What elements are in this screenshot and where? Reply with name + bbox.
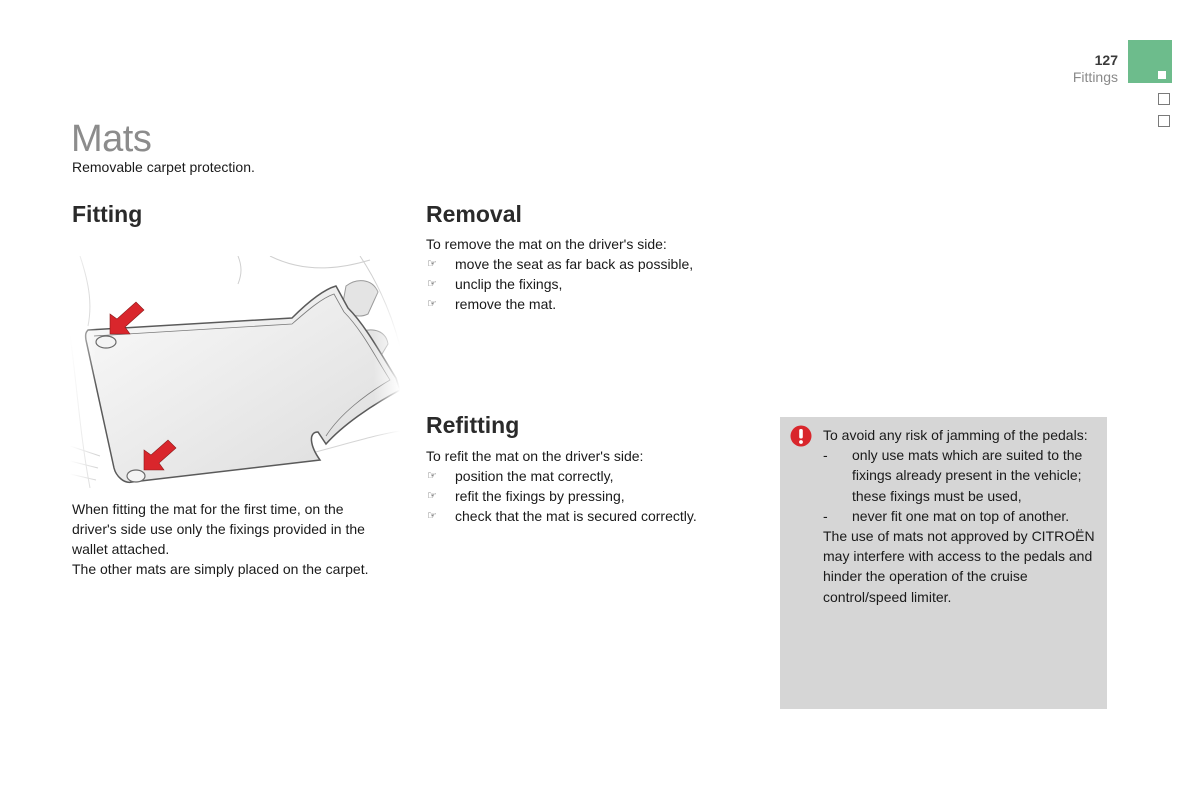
list-item: ☞ check that the mat is secured correctly. (427, 508, 697, 524)
pointing-hand-icon: ☞ (427, 510, 437, 522)
page-subtitle: Removable carpet protection. (72, 159, 255, 175)
refitting-heading: Refitting (426, 412, 520, 438)
fitting-line: The other mats are simply placed on the carpet. (72, 561, 369, 577)
refitting-intro: To refit the mat on the driver's side: (426, 448, 644, 464)
page-number: 127 (1094, 52, 1118, 68)
list-item: - only use mats which are suited to the fixings already present in the vehicle; these fixings must be used, (823, 445, 1098, 506)
warning-text (823, 425, 1098, 607)
list-item: ☞ position the mat correctly, (427, 468, 614, 484)
pointing-hand-icon: ☞ (427, 258, 437, 270)
refitting-text (426, 446, 756, 526)
fitting-line: When fitting the mat for the first time, on the (72, 501, 344, 517)
warning-outro: The use of mats not approved by CITROËN may interfere with access to the pedals and hinder the operation of the cruise control/speed limiter. (823, 528, 1095, 605)
fitting-text (72, 499, 407, 579)
list-item: ☞ remove the mat. (427, 296, 557, 312)
mat-illustration (70, 256, 400, 488)
fitting-line: wallet attached. (72, 541, 170, 557)
tab-marker-empty-1 (1158, 93, 1170, 105)
pointing-hand-icon: ☞ (427, 470, 437, 482)
section-name: Fittings (1072, 69, 1118, 85)
pointing-hand-icon: ☞ (427, 490, 437, 502)
list-item: ☞ refit the fixings by pressing, (427, 488, 625, 504)
list-item: ☞ move the seat as far back as possible, (427, 256, 694, 272)
active-tab-square (1158, 71, 1166, 79)
list-item: - never fit one mat on top of another. (823, 506, 1098, 526)
removal-text (426, 234, 756, 314)
dash-bullet: - (823, 447, 828, 464)
warning-intro: To avoid any risk of jamming of the pedals: (823, 427, 1088, 443)
dash-bullet: - (823, 507, 828, 524)
removal-heading: Removal (426, 201, 522, 227)
section-tab-marker (1128, 40, 1172, 83)
fitting-line: driver's side use only the fixings provided in the (72, 521, 365, 537)
removal-intro: To remove the mat on the driver's side: (426, 236, 667, 252)
fitting-heading: Fitting (72, 201, 143, 227)
pointing-hand-icon: ☞ (427, 278, 437, 290)
page-title: Mats (71, 118, 152, 160)
list-item: ☞ unclip the fixings, (427, 276, 563, 292)
exclamation-icon (790, 425, 812, 447)
pointing-hand-icon: ☞ (427, 298, 437, 310)
tab-marker-empty-2 (1158, 115, 1170, 127)
